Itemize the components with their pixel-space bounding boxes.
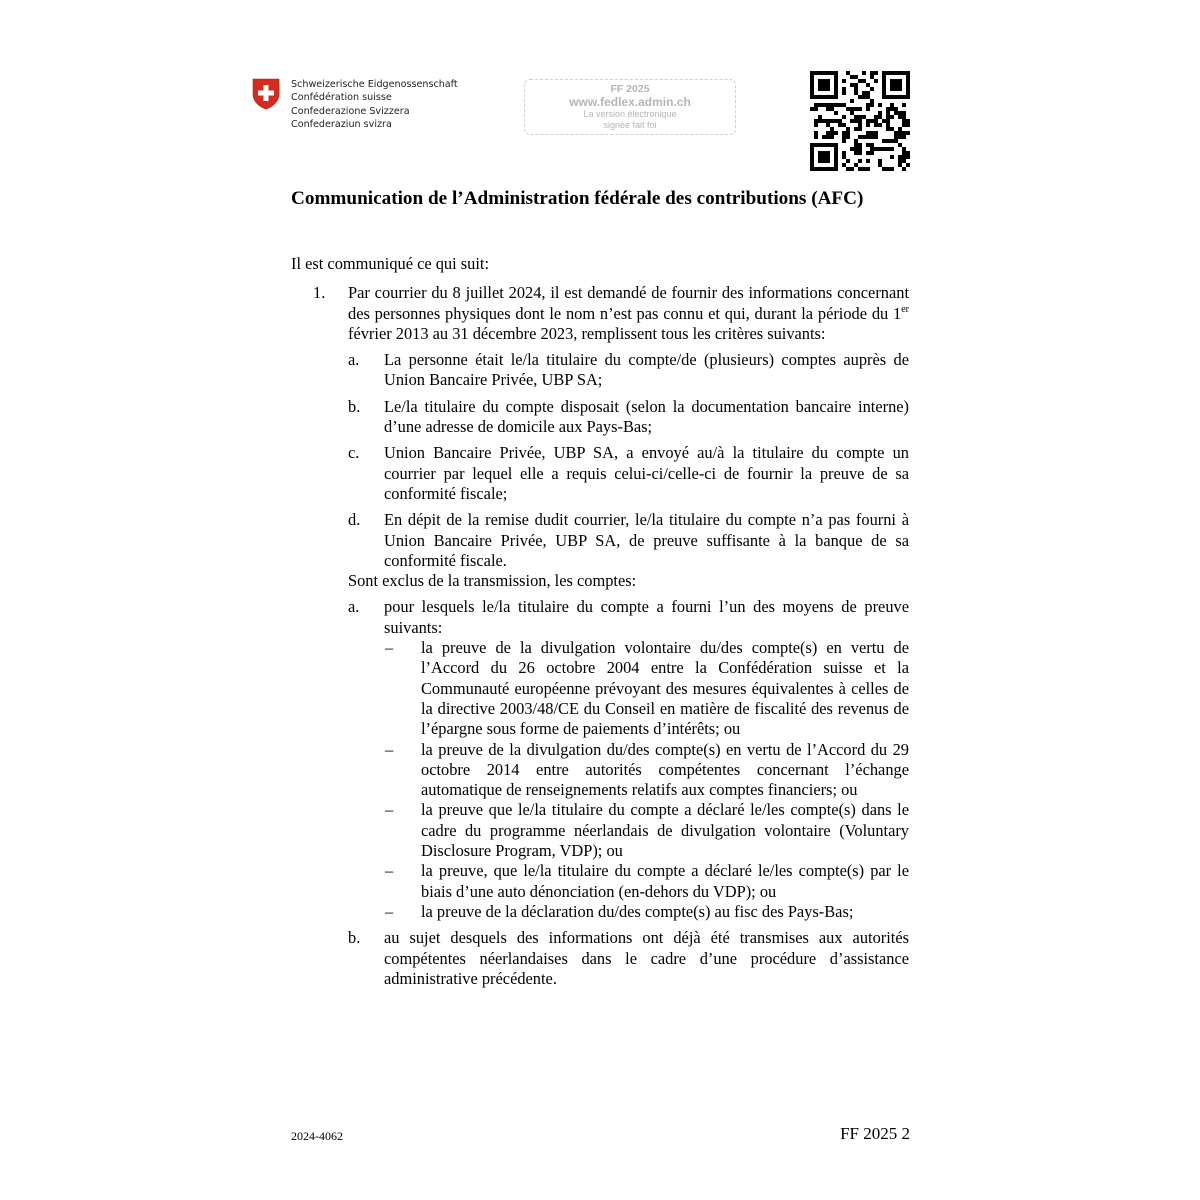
document-body	[291, 254, 909, 989]
proof-text: la preuve de la divulgation du/des compte(s) en vertu de l’Accord du 29 octobre 2014 entre autorités compétentes concernant l’échange automatique de renseignements relatifs aux comptes financiers; ou	[421, 739, 909, 800]
proof-text: la preuve, que le/la titulaire du compte a déclaré le/les compte(s) par le biais d’une auto dénonciation (en-dehors du VDP); ou	[421, 861, 909, 901]
stamp-line-2: www.fedlex.admin.ch	[569, 95, 691, 109]
stamp-line-3: La version électronique	[583, 109, 677, 119]
proof-text: la preuve de la déclaration du/des compte(s) au fisc des Pays-Bas;	[421, 901, 854, 921]
stamp-line-4: signée fait foi	[603, 120, 657, 130]
confederation-names	[291, 78, 458, 132]
confederation-name-de: Schweizerische Eidgenossenschaft	[291, 79, 458, 90]
criterion-b	[291, 397, 909, 438]
exclusions-intro: Sont exclus de la transmission, les comptes:	[348, 571, 637, 591]
proof-item	[291, 800, 909, 861]
proof-text: la preuve que le/la titulaire du compte a déclaré le/les compte(s) dans le cadre du programme néerlandais de divulgation volontaire (Voluntary Disclosure Program, VDP); ou	[421, 800, 909, 861]
document-number: 2024-4062	[291, 1129, 343, 1143]
qr-code-icon	[810, 71, 910, 171]
exclusion-a	[291, 597, 909, 638]
exclusion-label: a.	[348, 597, 360, 617]
confederation-name-rm: Confederaziun svizra	[291, 119, 392, 131]
dash-marker: –	[385, 638, 394, 658]
confederation-name-fr: Confédération suisse	[291, 92, 392, 104]
dash-marker: –	[385, 861, 394, 881]
proof-item	[291, 902, 909, 922]
criterion-label: c.	[348, 443, 360, 463]
dash-marker: –	[385, 800, 394, 820]
proof-item	[291, 861, 909, 902]
dash-marker: –	[385, 901, 394, 921]
exclusion-label: b.	[348, 928, 361, 948]
criterion-d	[291, 510, 909, 571]
exclusion-text: pour lesquels le/la titulaire du compte a fourni l’un des moyens de preuve suivants:	[384, 597, 909, 637]
criterion-label: a.	[348, 350, 360, 370]
confederation-name-it: Confederazione Svizzera	[291, 105, 410, 117]
page-reference: FF 2025 2	[840, 1124, 910, 1143]
item-1-text: Par courrier du 8 juillet 2024, il est demandé de fournir des informations concernant des personnes physiques dont le nom n’est pas connu et qui, durant la période du 1er février 2013 au 31 décembre 2023, remplissent tous les critères suivants:	[348, 283, 909, 343]
item-1-number: 1.	[313, 283, 326, 303]
exclusion-b	[291, 928, 909, 989]
swiss-coat-of-arms-icon	[252, 78, 280, 110]
criterion-c	[291, 443, 909, 504]
criterion-text: Union Bancaire Privée, UBP SA, a envoyé au/à la titulaire du compte un courrier par lequel elle a requis celui-ci/celle-ci de fournir la preuve de sa conformité fiscale;	[384, 443, 909, 503]
criterion-label: b.	[348, 396, 361, 416]
criterion-label: d.	[348, 510, 361, 530]
stamp-line-1: FF 2025	[610, 83, 650, 95]
criterion-text: Le/la titulaire du compte disposait (selon la documentation bancaire interne) d’une adresse de domicile aux Pays-Bas;	[384, 396, 909, 437]
dash-marker: –	[385, 739, 394, 759]
criterion-text: En dépit de la remise dudit courrier, le/la titulaire du compte n’a pas fourni à Union Bancaire Privée, UBP SA, de preuve suffisante à la banque de sa conformité fiscale.	[384, 510, 909, 570]
exclusion-text: au sujet desquels des informations ont déjà été transmises aux autorités compétentes néerlandaises dans le cadre d’une procédure d’assistance administrative précédente.	[384, 928, 909, 988]
item-1	[291, 283, 909, 344]
electronic-signature-stamp	[524, 79, 736, 135]
intro-text: Il est communiqué ce qui suit:	[291, 254, 490, 273]
criterion-text: La personne était le/la titulaire du compte/de (plusieurs) comptes auprès de Union Bancaire Privée, UBP SA;	[384, 350, 909, 390]
proof-item	[291, 740, 909, 801]
page-title: Communication de l’Administration fédérale des contributions (AFC)	[291, 188, 864, 209]
proof-item	[291, 638, 909, 739]
criterion-a	[291, 350, 909, 391]
proof-text: la preuve de la divulgation volontaire du/des compte(s) en vertu de l’Accord du 26 octobre 2004 entre la Confédération suisse et la Communauté européenne prévoyant des mesures équivalentes à celles de la directive 2003/48/CE du Conseil en matière de fiscalité des revenus de l’épargne sous forme de paiements d’intérêts; ou	[421, 638, 909, 739]
